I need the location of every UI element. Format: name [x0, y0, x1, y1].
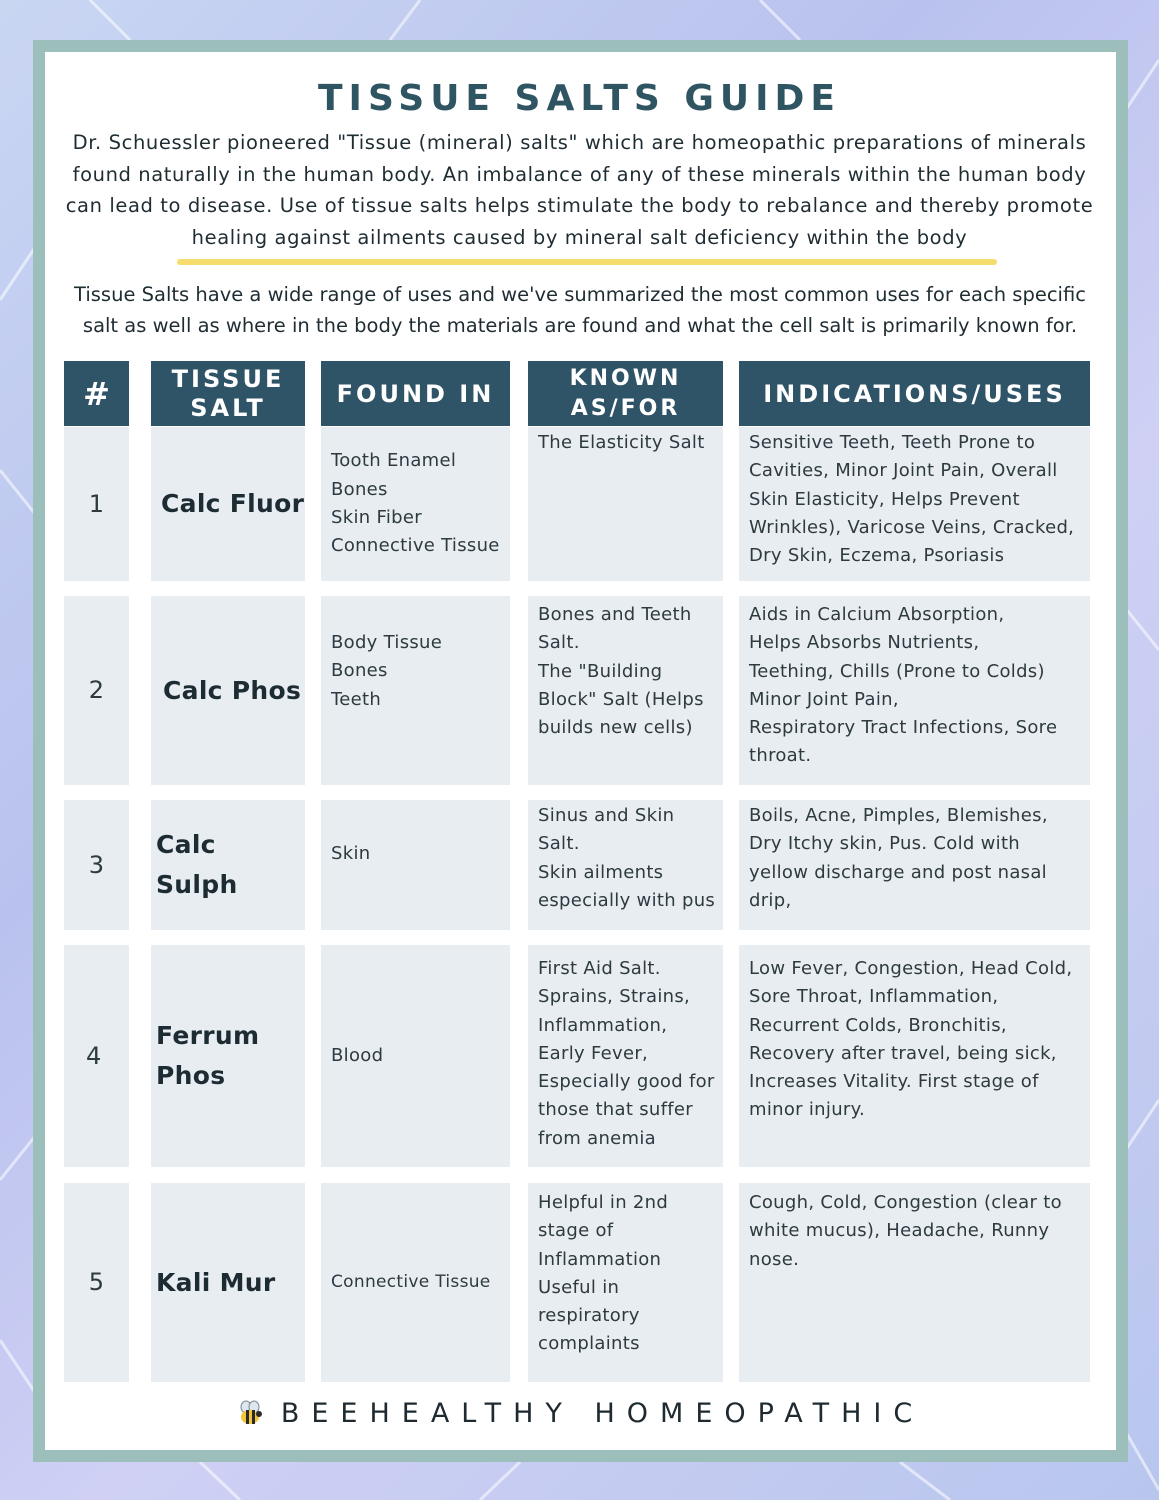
row-1-salt: Calc Fluor	[151, 427, 305, 581]
row-4-number: 4	[64, 945, 129, 1167]
row-5-indications: Cough, Cold, Congestion (clear to white mucus), Headache, Runny nose.	[739, 1183, 1090, 1382]
accent-divider	[177, 259, 997, 265]
header-tissue-salt: TISSUE SALT	[151, 361, 305, 426]
header-number: #	[64, 361, 129, 426]
row-3-known-as: Sinus and Skin Salt. Skin ailments especially with pus	[528, 800, 723, 930]
brand-name: BEEHEALTHY HOMEOPATHIC	[280, 1398, 925, 1429]
row-2-known-as: Bones and Teeth Salt. The "Building Block" Salt (Helps builds new cells)	[528, 596, 723, 785]
row-1-number: 1	[64, 427, 129, 581]
row-5-known-as: Helpful in 2nd stage of Inflammation Useful in respiratory complaints	[528, 1183, 723, 1382]
row-2-indications: Aids in Calcium Absorption, Helps Absorbs Nutrients, Teething, Chills (Prone to Colds) Minor Joint Pain, Respiratory Tract Infections, Sore throat.	[739, 596, 1090, 785]
row-3-number: 3	[64, 800, 129, 930]
row-2-salt: Calc Phos	[151, 596, 305, 785]
row-4-known-as: First Aid Salt. Sprains, Strains, Inflammation, Early Fever, Especially good for those that suffer from anemia	[528, 945, 723, 1167]
row-3-salt: Calc Sulph	[151, 800, 305, 930]
row-1-known-as: The Elasticity Salt	[528, 427, 723, 581]
row-1-found-in: Tooth Enamel Bones Skin Fiber Connective Tissue	[321, 427, 510, 581]
bee-icon	[235, 1399, 265, 1429]
intro-paragraph: Dr. Schuessler pioneered "Tissue (mineral) salts" which are homeopathic preparations of minerals found naturally in the human body. An imbalance of any of these minerals within the human body can lead to disease. Use of tissue salts helps stimulate the body to rebalance and thereby promote healing against ailments caused by mineral salt deficiency within the body	[65, 131, 1094, 249]
row-5-number: 5	[64, 1183, 129, 1382]
row-4-found-in: Blood	[321, 945, 510, 1167]
row-5-salt: Kali Mur	[151, 1183, 305, 1382]
row-2-number: 2	[64, 596, 129, 785]
header-found-in: FOUND IN	[321, 361, 510, 426]
row-4-indications: Low Fever, Congestion, Head Cold, Sore Throat, Inflammation, Recurrent Colds, Bronchitis, Recovery after travel, being sick, Increases Vitality. First stage of minor injury.	[739, 945, 1090, 1167]
row-2-found-in: Body Tissue Bones Teeth	[321, 596, 510, 785]
row-3-found-in: Skin	[321, 800, 510, 930]
header-indications: INDICATIONS/USES	[739, 361, 1090, 426]
page-title: TISSUE SALTS GUIDE	[318, 78, 841, 119]
footer-brand	[0, 1398, 1159, 1429]
row-4-salt: Ferrum Phos	[151, 945, 305, 1167]
row-3-indications: Boils, Acne, Pimples, Blemishes, Dry Itchy skin, Pus. Cold with yellow discharge and post nasal drip,	[739, 800, 1090, 930]
summary-paragraph: Tissue Salts have a wide range of uses and we've summarized the most common uses for each specific salt as well as where in the body the materials are found and what the cell salt is primarily known for.	[74, 283, 1086, 337]
row-5-found-in: Connective Tissue	[321, 1183, 510, 1382]
row-1-indications: Sensitive Teeth, Teeth Prone to Cavities, Minor Joint Pain, Overall Skin Elasticity, Helps Prevent Wrinkles), Varicose Veins, Cracked, Dry Skin, Eczema, Psoriasis	[739, 427, 1090, 581]
header-known-as: KNOWN AS/FOR	[528, 361, 723, 426]
